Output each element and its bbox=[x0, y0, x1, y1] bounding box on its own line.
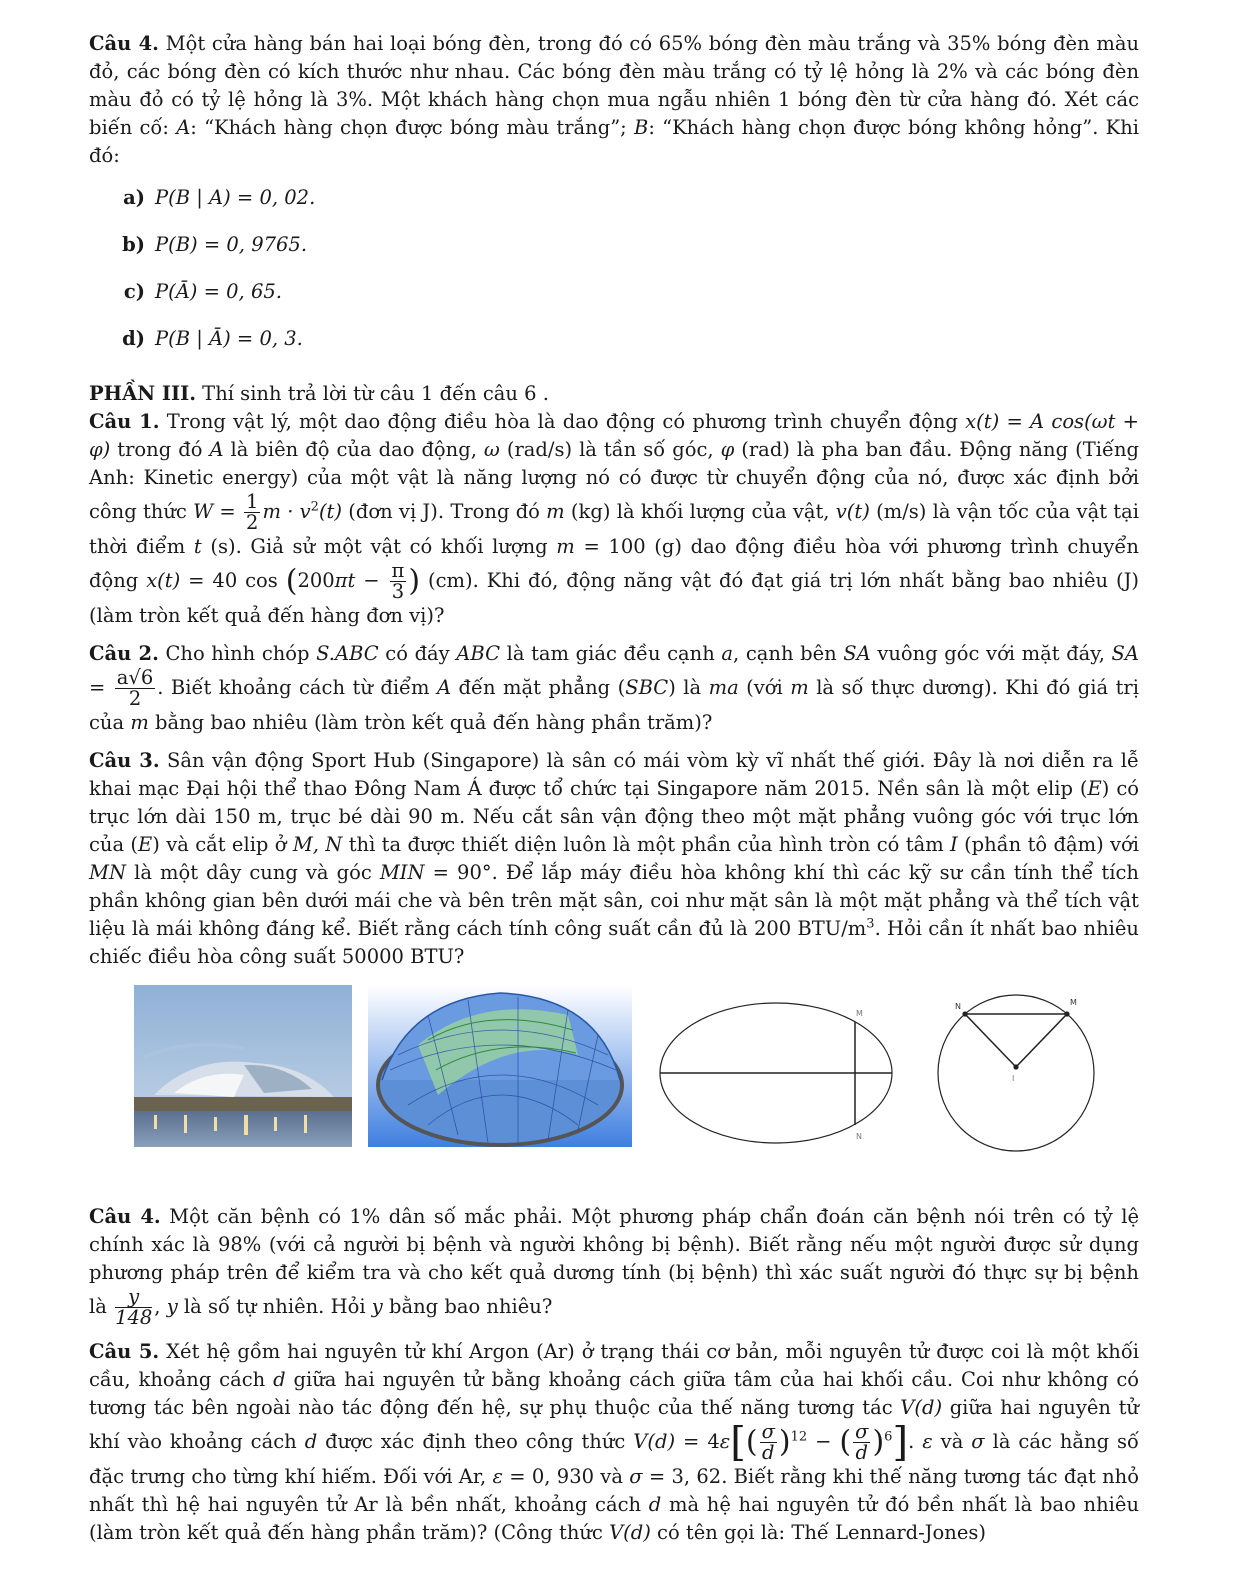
math-run: S.ABC bbox=[316, 642, 379, 665]
text-run: . Hỏi cần ít nhất bao nhiêu chiếc điều hòa công suất 50000 BTU? bbox=[89, 917, 1139, 968]
text-run: = 40 cos bbox=[180, 569, 286, 592]
text-run: là biên độ của dao động, bbox=[223, 438, 484, 461]
big-paren: ( bbox=[839, 1424, 852, 1460]
math-run: A bbox=[437, 676, 452, 699]
text-run: : “Khách hàng chọn được bóng màu trắng”; bbox=[190, 116, 634, 139]
big-paren: ) bbox=[778, 1424, 791, 1460]
question-label: Câu 2. bbox=[89, 642, 159, 665]
section-instruction: Thí sinh trả lời từ câu 1 đến câu 6 . bbox=[195, 382, 549, 405]
math-run: A bbox=[176, 116, 191, 139]
text-run: (s). Giả sử một vật có khối lượng bbox=[201, 535, 557, 558]
math-run: ABC bbox=[456, 642, 500, 665]
question-label: Câu 4. bbox=[89, 1205, 161, 1228]
point-m bbox=[1064, 1011, 1069, 1016]
math-run: x(t) = A cos(ωt + φ) bbox=[89, 410, 1140, 461]
math-run: M, N bbox=[292, 833, 343, 856]
fraction bbox=[760, 1422, 777, 1463]
radius-im bbox=[1016, 1014, 1067, 1067]
exam-page bbox=[89, 30, 1139, 1547]
big-paren: ( bbox=[285, 563, 298, 599]
fraction-denominator: d bbox=[855, 1441, 869, 1464]
math-run: V(d) bbox=[609, 1521, 651, 1544]
text-run: đến mặt phẳng ( bbox=[451, 676, 626, 699]
math-run: SA bbox=[843, 642, 871, 665]
superscript: 12 bbox=[790, 1429, 808, 1445]
math-run: m bbox=[546, 500, 565, 523]
text-run: Sân vận động Sport Hub (Singapore) là sân có mái vòm kỳ vĩ nhất thế giới. Đây là nơi diễn ra lễ khai mạc Đại hội thể thao Đông Nam Á được tổ chức tại Singapore năm 2015. Nền sân là một elip ( bbox=[89, 749, 1139, 800]
fraction-numerator: π bbox=[391, 559, 405, 582]
math-run: E bbox=[138, 833, 153, 856]
stadium-photo bbox=[134, 985, 352, 1147]
math-run: I bbox=[950, 833, 958, 856]
big-paren: ) bbox=[872, 1424, 885, 1460]
option-label: b) bbox=[122, 233, 145, 256]
ellipse-diagram bbox=[659, 985, 899, 1155]
question-body bbox=[89, 1340, 1139, 1544]
label-m: M bbox=[1070, 998, 1077, 1007]
label-n: N bbox=[856, 1132, 862, 1141]
text-run: = 90°. Để lắp máy điều hòa không khí thì các kỹ sư cần tính thể tích phần không gian bên dưới mái che và bên trên mặt sân, coi như mặt sân là một mặt phẳng và thể tích vật liệu là mái không đáng kể. Biết rằng cách tính công suất cần đủ là 200 BTU/m bbox=[89, 861, 1139, 940]
text-run: là số tự nhiên. Hỏi bbox=[177, 1295, 372, 1318]
math-run: m · v bbox=[262, 500, 311, 523]
option-label: c) bbox=[123, 280, 145, 303]
text-run: − bbox=[355, 569, 388, 592]
text-run: trong đó bbox=[110, 438, 210, 461]
math-run: ma bbox=[708, 676, 739, 699]
text-run: = 0, 930 và bbox=[502, 1465, 630, 1488]
superscript: 2 bbox=[310, 499, 319, 515]
question-body bbox=[89, 410, 1139, 627]
option-d bbox=[89, 325, 1139, 372]
text-run: = bbox=[89, 676, 113, 699]
math-run: SBC bbox=[625, 676, 669, 699]
fraction bbox=[115, 668, 155, 709]
option-formula: P(B) = 0, 9765. bbox=[155, 233, 308, 256]
text-run: được xác định theo công thức bbox=[317, 1430, 634, 1453]
text-run: (m/s) là vận tốc của vật tại thời điểm bbox=[89, 500, 1139, 558]
math-run: SA bbox=[1111, 642, 1139, 665]
text-run: là tam giác đều cạnh bbox=[500, 642, 722, 665]
fraction bbox=[115, 1287, 152, 1328]
question-3 bbox=[89, 747, 1139, 971]
fraction-numerator: y bbox=[115, 1287, 152, 1308]
label-i: I bbox=[1012, 1074, 1015, 1083]
text-run: là các hằng số đặc trưng cho từng khí hiếm. Đối với Ar, bbox=[89, 1430, 1139, 1488]
text-run: là số thực dương). Khi đó giá trị của bbox=[89, 676, 1139, 734]
text-run: bằng bao nhiêu (làm tròn kết quả đến hàng phần trăm)? bbox=[148, 711, 713, 734]
text-run: có đáy bbox=[378, 642, 457, 665]
text-run: : “Khách hàng chọn được bóng không hỏng”. Khi đó: bbox=[89, 116, 1140, 167]
question-label: Câu 5. bbox=[89, 1340, 160, 1363]
fraction bbox=[244, 492, 260, 533]
math-run: m bbox=[790, 676, 809, 699]
text-run: Một căn bệnh có 1% dân số mắc phải. Một phương pháp chẩn đoán căn bệnh nói trên có tỷ lệ chính xác là 98% (với cả người bị bệnh và người không bị bệnh). Biết rằng nếu một người được sử dụng phương pháp trên để kiểm tra và cho kết quả dương tính (bị bệnh) thì xác suất người đó thực sự bị bệnh là bbox=[89, 1205, 1139, 1318]
text-run: (kg) là khối lượng của vật, bbox=[564, 500, 836, 523]
text-run: thì ta được thiết diện luôn là một phần của hình tròn có tâm bbox=[342, 833, 951, 856]
fraction-numerator: σ bbox=[761, 1420, 775, 1443]
fraction bbox=[390, 561, 407, 602]
point-i bbox=[1013, 1064, 1018, 1069]
text-run: . Biết khoảng cách từ điểm bbox=[157, 676, 437, 699]
fraction-numerator: 1 bbox=[246, 490, 259, 513]
text-run: giữa hai nguyên tử bằng khoảng cách giữa tâm của hai khối cầu. Coi như không có tương tác bên ngoài nào tác động đến hệ, sự phụ thuộc của thế năng tương tác bbox=[89, 1368, 1139, 1419]
math-run: y bbox=[371, 1295, 383, 1318]
fraction-denominator: 2 bbox=[246, 511, 259, 534]
question-body bbox=[89, 32, 1139, 167]
math-run: ε bbox=[492, 1465, 503, 1488]
radius-in bbox=[965, 1014, 1016, 1067]
question-body bbox=[89, 749, 1139, 968]
question-2 bbox=[89, 640, 1139, 737]
answer-options bbox=[89, 184, 1139, 372]
math-run: σ bbox=[629, 1465, 643, 1488]
text-run: giữa hai nguyên tử khí vào khoảng cách bbox=[89, 1396, 1139, 1453]
text-run: có tên gọi là: Thế Lennard-Jones) bbox=[650, 1521, 986, 1544]
text-run: (rad) là pha ban đầu. Động năng (Tiếng Anh: Kinetic energy) của một vật là năng lượng nó có được từ chuyển động của nó, được xác định bởi công thức bbox=[89, 438, 1139, 523]
text-run: (cm). Khi đó, động năng vật đó đạt giá trị lớn nhất bằng bao nhiêu (J) (làm tròn kết quả đến hàng đơn vị)? bbox=[89, 569, 1139, 627]
math-run: m bbox=[556, 535, 575, 558]
math-run: d bbox=[304, 1430, 318, 1453]
math-run: B bbox=[633, 116, 649, 139]
superscript: 3 bbox=[866, 916, 875, 932]
math-run: MIN bbox=[379, 861, 425, 884]
question-label: Câu 3. bbox=[89, 749, 160, 772]
question-label: Câu 1. bbox=[89, 410, 160, 433]
math-run: MN bbox=[89, 861, 127, 884]
math-run: V(d) bbox=[633, 1430, 676, 1453]
dome-wireframe-render bbox=[368, 985, 632, 1147]
math-run: a bbox=[721, 642, 734, 665]
text-run: Cho hình chóp bbox=[158, 642, 317, 665]
math-run: πt bbox=[334, 569, 356, 592]
text-run: ) có trục lớn dài 150 m, trục bé dài 90 m. Nếu cắt sân vận động theo một mặt phẳng vuông góc với trục lớn của ( bbox=[89, 777, 1139, 856]
text-run: , cạnh bên bbox=[733, 642, 844, 665]
question-body bbox=[89, 1205, 1139, 1329]
fraction-denominator: 2 bbox=[128, 687, 142, 710]
text-run: ) và cắt elip ở bbox=[152, 833, 293, 856]
text-run: , bbox=[154, 1295, 167, 1318]
question-4-probability bbox=[89, 30, 1139, 170]
math-run: ω bbox=[483, 438, 500, 461]
text-run: (với bbox=[738, 676, 791, 699]
text-run: (đơn vị J). Trong đó bbox=[342, 500, 547, 523]
big-bracket: [ bbox=[730, 1419, 746, 1466]
big-bracket: ] bbox=[892, 1419, 909, 1466]
circle-section-diagram bbox=[932, 985, 1102, 1155]
fraction-denominator: 3 bbox=[391, 580, 405, 603]
math-run: t bbox=[193, 535, 202, 558]
figures-row bbox=[89, 985, 1139, 1155]
fraction-denominator: 148 bbox=[115, 1306, 153, 1329]
fraction-denominator: d bbox=[761, 1441, 775, 1464]
question-1 bbox=[89, 408, 1139, 630]
math-run: x(t) bbox=[146, 569, 181, 592]
math-run: d bbox=[648, 1493, 662, 1516]
big-paren: ( bbox=[745, 1424, 758, 1460]
text-run: Trong vật lý, một dao động điều hòa là dao động có phương trình chuyển động bbox=[159, 410, 966, 433]
option-b bbox=[89, 231, 1139, 278]
text-run: Xét hệ gồm hai nguyên tử khí Argon (Ar) ở trạng thái cơ bản, mỗi nguyên tử được coi là một khối cầu, khoảng cách bbox=[89, 1340, 1140, 1391]
question-4-diagnosis bbox=[89, 1203, 1139, 1328]
option-a bbox=[89, 184, 1139, 231]
math-run: v(t) bbox=[835, 500, 870, 523]
question-body bbox=[89, 642, 1139, 734]
section-label: PHẦN III. bbox=[89, 382, 196, 405]
option-c bbox=[89, 278, 1139, 325]
math-run: m bbox=[130, 711, 149, 734]
option-formula: P(Ā) = 0, 65. bbox=[155, 280, 282, 303]
option-label: d) bbox=[122, 327, 145, 350]
option-formula: P(B | A) = 0, 02. bbox=[155, 186, 316, 209]
math-run: ε bbox=[922, 1430, 933, 1453]
text-run: (phần tô đậm) với bbox=[957, 833, 1139, 856]
text-run: bằng bao nhiêu? bbox=[382, 1295, 553, 1318]
text-run: (rad/s) là tần số góc, bbox=[499, 438, 721, 461]
fraction-numerator: σ bbox=[855, 1420, 869, 1443]
math-run: σ bbox=[971, 1430, 985, 1453]
point-n bbox=[962, 1011, 967, 1016]
math-run: ε bbox=[719, 1430, 731, 1453]
text-run: 200 bbox=[297, 569, 335, 592]
math-run: φ bbox=[720, 438, 735, 461]
superscript: 6 bbox=[884, 1429, 893, 1445]
text-run: = 100 (g) dao động điều hòa với phương trình chuyển động bbox=[89, 535, 1139, 592]
math-run: d bbox=[273, 1368, 286, 1391]
option-label: a) bbox=[123, 186, 145, 209]
math-run: (t) bbox=[318, 500, 343, 523]
fraction bbox=[853, 1422, 870, 1463]
text-run: mà hệ hai nguyên tử đó bền nhất là bao nhiêu (làm tròn kết quả đến hàng phần trăm)? (Công thức bbox=[89, 1493, 1140, 1544]
text-run: = 3, 62. Biết rằng khi thế năng tương tác đạt nhỏ nhất thì hệ hai nguyên tử Ar là bền nhất, khoảng cách bbox=[89, 1465, 1139, 1516]
label-m: M bbox=[856, 1009, 863, 1018]
question-5 bbox=[89, 1338, 1139, 1547]
math-run: V(d) bbox=[900, 1396, 943, 1419]
math-run: A bbox=[209, 438, 224, 461]
text-run: − bbox=[807, 1430, 840, 1453]
label-n: N bbox=[955, 1002, 961, 1011]
question-label: Câu 4. bbox=[89, 32, 159, 55]
text-run: vuông góc với mặt đáy, bbox=[870, 642, 1112, 665]
math-run: E bbox=[1087, 777, 1102, 800]
text-run: là một dây cung và góc bbox=[126, 861, 380, 884]
math-run: W = bbox=[193, 500, 243, 523]
text-run: và bbox=[932, 1430, 972, 1453]
option-formula: P(B | Ā) = 0, 3. bbox=[155, 327, 303, 350]
text-run: Một cửa hàng bán hai loại bóng đèn, trong đó có 65% bóng đèn màu trắng và 35% bóng đèn màu đỏ, các bóng đèn có kích thước như nhau. Các bóng đèn màu trắng có tỷ lệ hỏng là 2% và các bóng đèn màu đỏ có tỷ lệ hỏng là 3%. Một khách hàng chọn mua ngẫu nhiên 1 bóng đèn từ cửa hàng đó. Xét các biến cố: bbox=[89, 32, 1140, 139]
big-paren: ) bbox=[408, 563, 421, 599]
text-run: . bbox=[908, 1430, 923, 1453]
math-run: y bbox=[166, 1295, 178, 1318]
text-run: ) là bbox=[668, 676, 709, 699]
fraction-numerator: a√6 bbox=[116, 666, 154, 689]
text-run: = 4 bbox=[675, 1430, 720, 1453]
part-3-heading bbox=[89, 380, 1139, 408]
circle-outline bbox=[938, 995, 1094, 1151]
